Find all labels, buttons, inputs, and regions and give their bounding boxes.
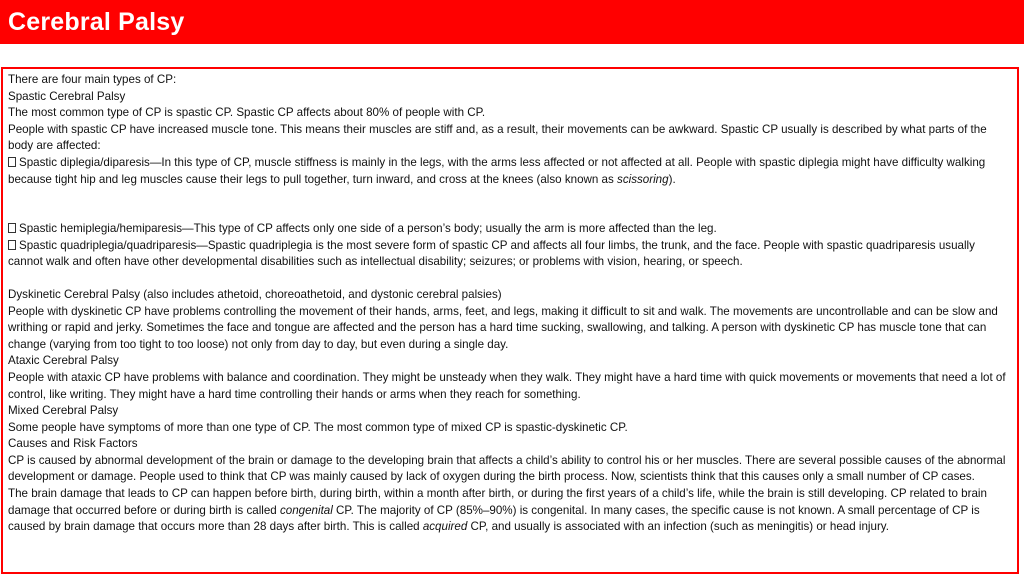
- spastic-bullet-quadriplegia: [8, 238, 1012, 271]
- bullet-text: Spastic diplegia/diparesis—In this type of CP, muscle stiffness is mainly in the legs, with the arms less affected or not affected at all. People with spastic diplegia might have difficulty walking because tight hip and leg muscles cause their legs to pull together, turn inward, and cross at the knees (also known as: [8, 155, 986, 186]
- spastic-bullet-hemiplegia: [8, 221, 1012, 238]
- content-box: [1, 67, 1019, 574]
- missing-glyph-icon: [8, 157, 16, 167]
- title-bar: [0, 0, 1024, 44]
- missing-glyph-icon: [8, 223, 16, 233]
- bullet-text: Spastic quadriplegia/quadriparesis—Spastic quadriplegia is the most severe form of spastic CP and affects all four limbs, the trunk, and the face. People with spastic quadriparesis usually cannot walk and often have other developmental disabilities such as intellectual disability; seizures; or problems with vision, hearing, or speech.: [8, 238, 975, 269]
- bullet-text: Spastic hemiplegia/hemiparesis—This type of CP affects only one side of a person’s body; usually the arm is more affected than the leg.: [19, 222, 717, 236]
- missing-glyph-icon: [8, 240, 16, 250]
- spastic-bullet-diplegia: [8, 155, 1012, 188]
- dyskinetic-paragraph: People with dyskinetic CP have problems controlling the movement of their hands, arms, feet, and legs, making it difficult to sit and walk. The movements are uncontrollable and can be slow and writhing or rapid and jerky. Sometimes the face and tongue are affected and the person has a hard time sucking, swallowing, and talking. A person with dyskinetic CP has muscle tone that can change (varying from too tight to too loose) not only from day to day, but even during a single day.: [8, 304, 998, 351]
- dyskinetic-heading: Dyskinetic Cerebral Palsy (also includes athetoid, choreoathetoid, and dystonic cerebral palsies): [8, 287, 502, 301]
- bullet-emphasis: scissoring: [617, 172, 669, 186]
- spastic-paragraph-1: The most common type of CP is spastic CP. Spastic CP affects about 80% of people with CP.: [8, 106, 486, 120]
- spacer: [8, 188, 1012, 221]
- paragraph-emphasis: acquired: [422, 520, 468, 534]
- mixed-heading: Mixed Cerebral Palsy: [8, 404, 119, 418]
- paragraph-emphasis: congenital: [279, 503, 333, 517]
- causes-paragraph-1: CP is caused by abnormal development of the brain or damage to the developing brain that affects a child’s ability to control his or her muscles. There are several possible causes of the abnormal development or damage. People used to think that CP was mainly caused by lack of oxygen during the birth process. Now, scientists think that this causes only a small number of CP cases.: [8, 453, 1006, 484]
- causes-heading: Causes and Risk Factors: [8, 437, 138, 451]
- spastic-heading: Spastic Cerebral Palsy: [8, 89, 126, 103]
- bullet-text-end: ).: [668, 172, 676, 186]
- paragraph-text: CP. The majority of CP (85%–90%) is congenital. In many cases, the specific cause is not known. A small percentage of CP is caused by brain damage that occurs more than 28 days after birth. This is called: [8, 503, 980, 534]
- page-title: Cerebral Palsy: [8, 8, 185, 36]
- paragraph-text: CP, and usually is associated with an infection (such as meningitis) or head injury.: [467, 520, 889, 534]
- mixed-paragraph: Some people have symptoms of more than one type of CP. The most common type of mixed CP is spastic-dyskinetic CP.: [8, 420, 628, 434]
- ataxic-paragraph: People with ataxic CP have problems with balance and coordination. They might be unsteady when they walk. They might have a hard time with quick movements or movements that need a lot of control, like writing. They might have a hard time controlling their hands or arms when they reach for something.: [8, 370, 1006, 401]
- paragraph-text: The brain damage that leads to CP can happen before birth, during birth, within a month after birth, or during the first years of a child’s life, while the brain is still developing. CP related to brain damage that occurred before or during birth is called: [8, 487, 987, 517]
- body-text: [8, 72, 1012, 536]
- causes-paragraph-2: [8, 486, 1012, 536]
- intro-line: There are four main types of CP:: [8, 73, 177, 86]
- ataxic-heading: Ataxic Cerebral Palsy: [8, 354, 119, 368]
- spacer: [8, 271, 1012, 287]
- spastic-paragraph-2: People with spastic CP have increased muscle tone. This means their muscles are stiff and, as a result, their movements can be awkward. Spastic CP usually is described by what parts of the body are affected:: [8, 122, 987, 153]
